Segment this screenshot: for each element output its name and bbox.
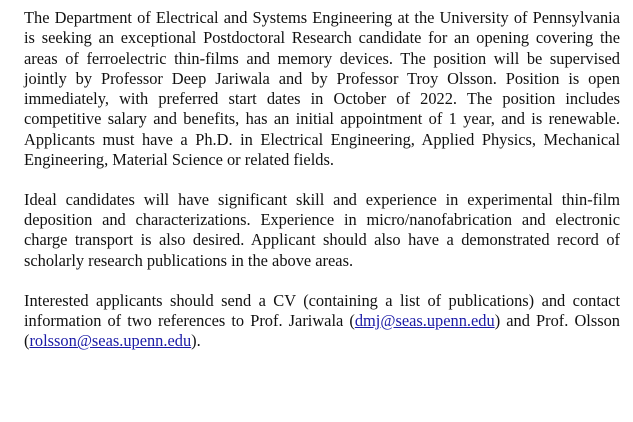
- jariwala-email-link[interactable]: dmj@seas.upenn.edu: [354, 310, 495, 330]
- application-text-before: Interested applicants should send a CV (containing a list of publications) and contact information of two references to Prof. Jariwala (: [24, 290, 620, 330]
- application-text-middle: ) and Prof. Olsson (: [24, 310, 621, 351]
- candidate-requirements-paragraph: Ideal candidates will have significant skill and experience in experimental thin-film deposition and characterizations. Experience in micro/nanofabrication and electronic charge transport is also desired. Applicant should also have a demonstrated record of scholarly research publications in the above areas.: [24, 189, 620, 270]
- job-posting-document: [24, 8, 620, 371]
- application-instructions-paragraph: [24, 291, 620, 352]
- position-description-paragraph: The Department of Electrical and Systems Engineering at the University of Pennsylvania is seeking an exceptional Postdoctoral Research candidate for an opening covering the areas of ferroelectric thin-films and memory devices. The position will be supervised jointly by Professor Deep Jariwala and by Professor Troy Olsson. Position is open immediately, with preferred start dates in October of 2022. The position includes competitive salary and benefits, has an initial appointment of 1 year, and is renewable. Applicants must have a Ph.D. in Electrical Engineering, Applied Physics, Mechanical Engineering, Material Science or related fields.: [24, 8, 620, 170]
- application-text-after: ).: [191, 331, 201, 351]
- olsson-email-link[interactable]: rolsson@seas.upenn.edu: [29, 331, 192, 351]
